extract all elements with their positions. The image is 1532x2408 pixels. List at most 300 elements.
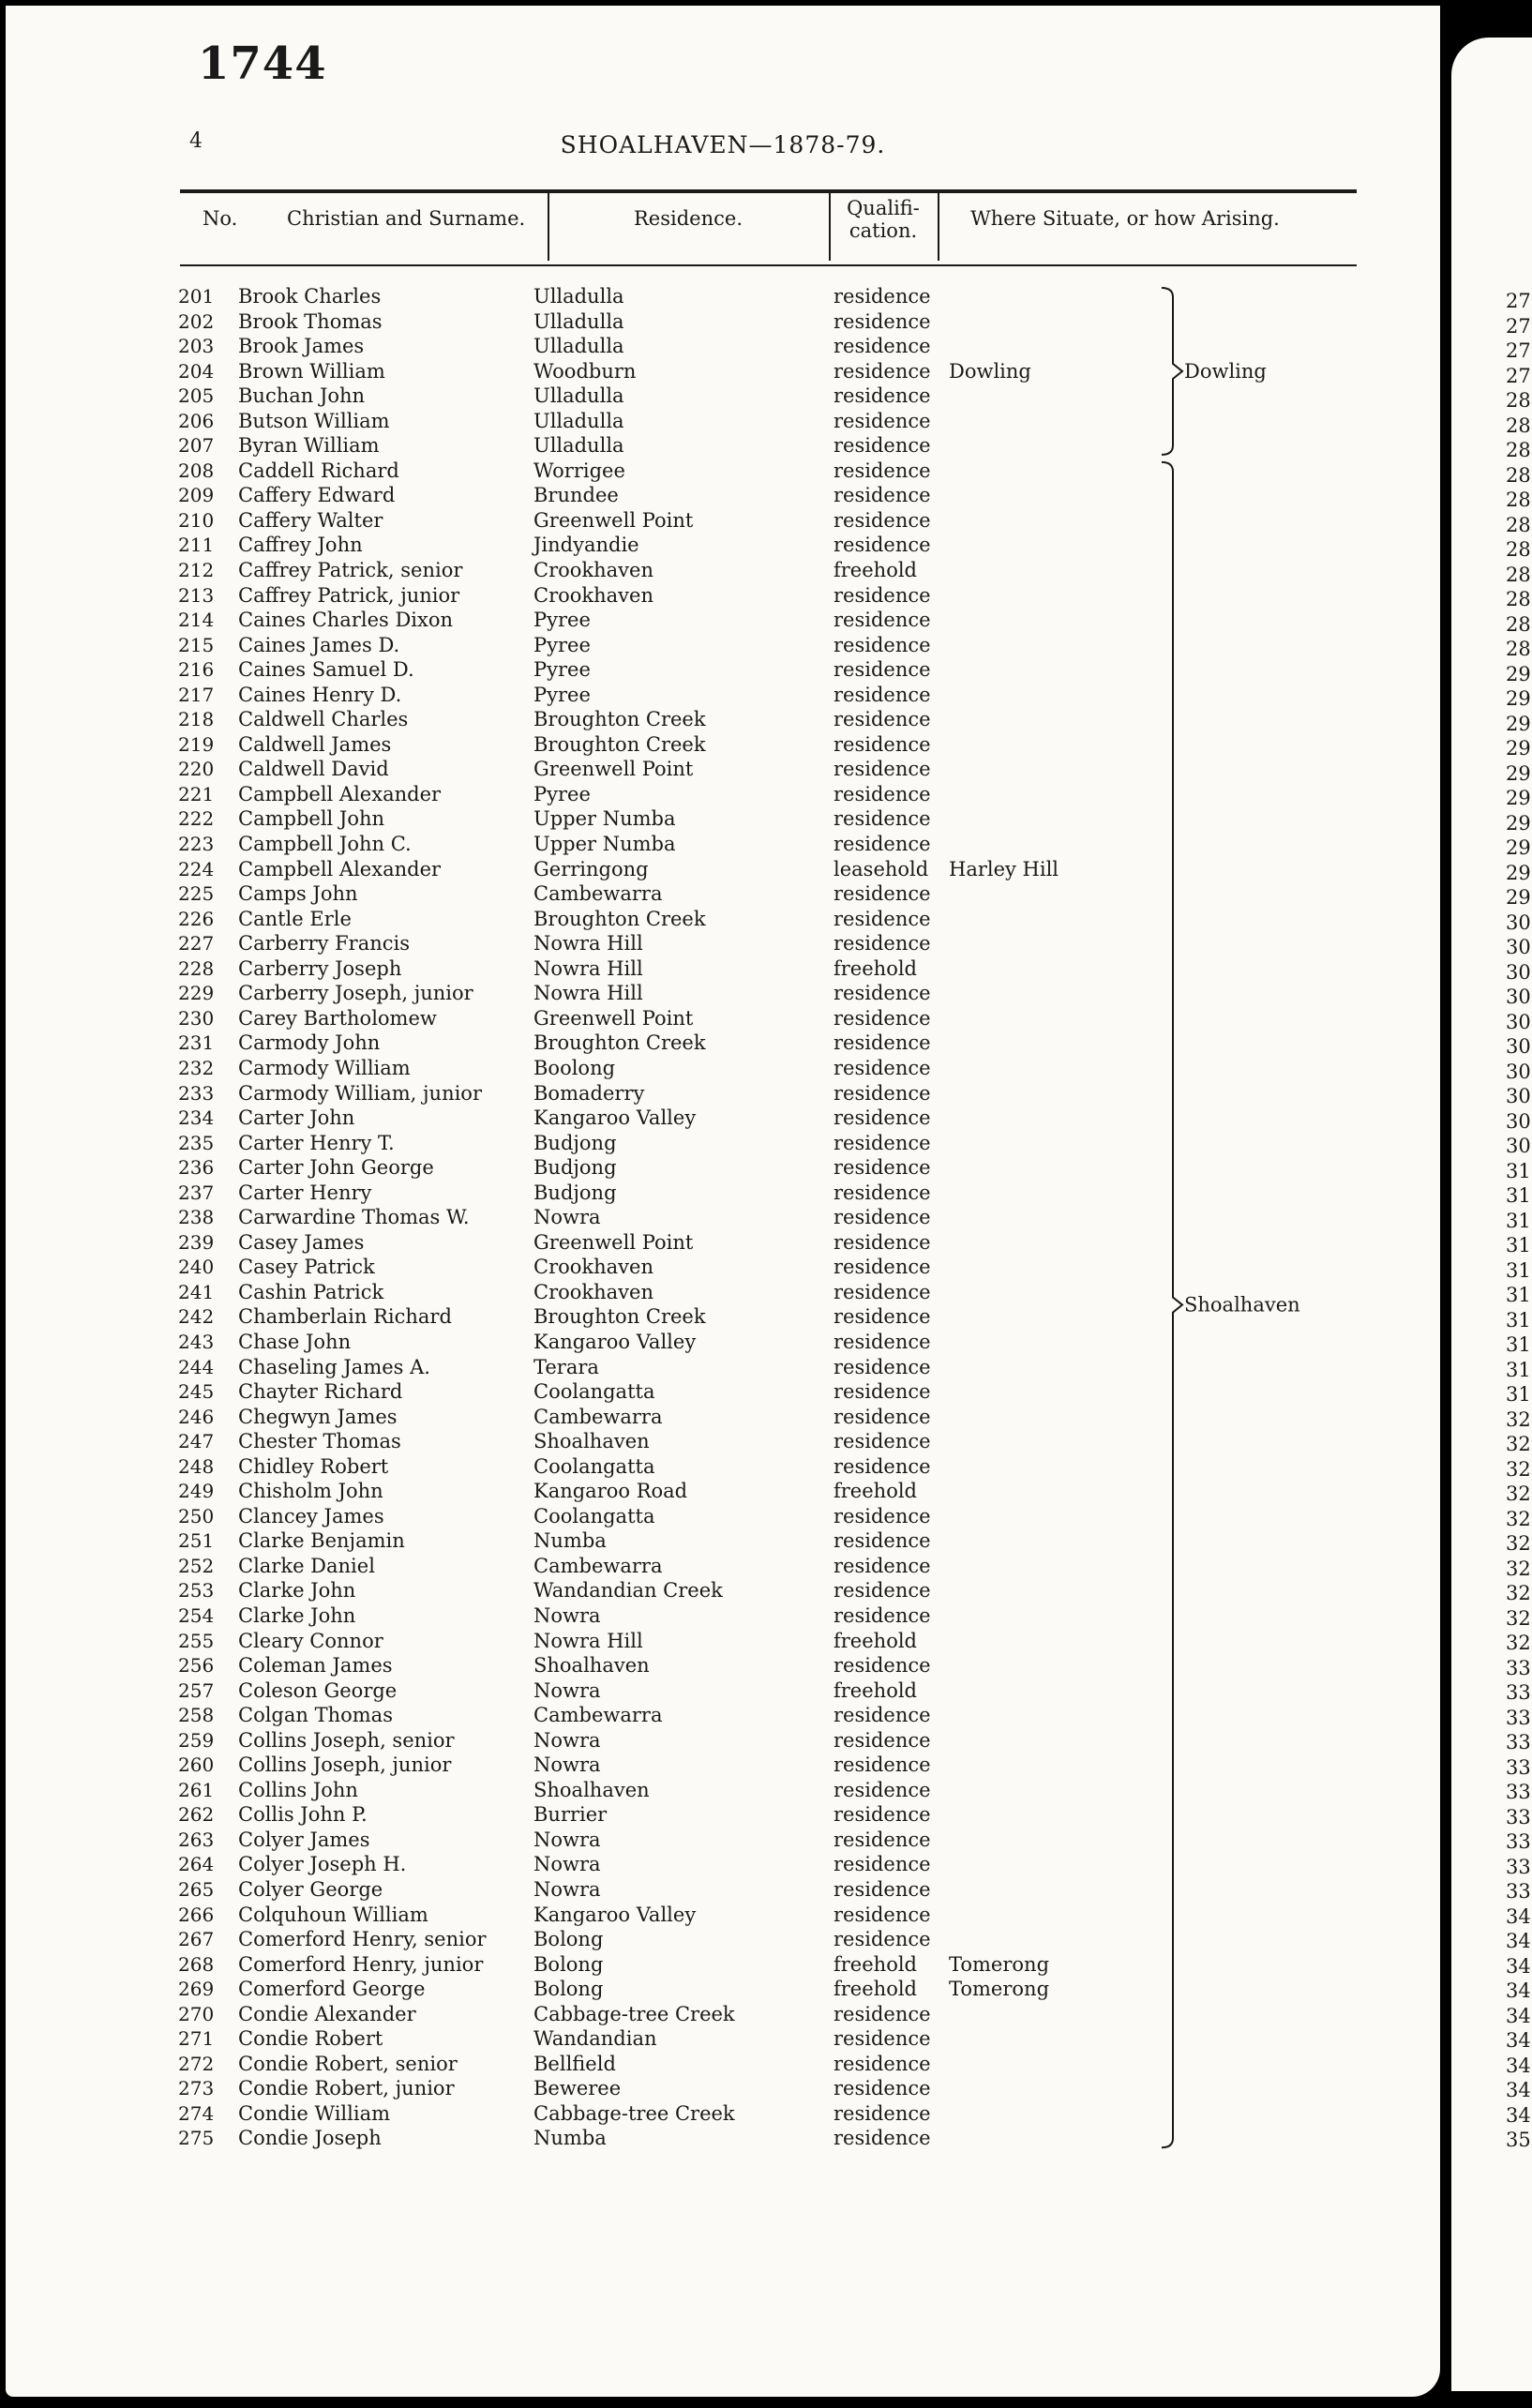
- elector-residence: Terara: [533, 1355, 599, 1378]
- elector-residence: Coolangatta: [533, 1454, 655, 1478]
- entry-number: 214: [178, 609, 215, 632]
- entry-number: 258: [178, 1704, 215, 1727]
- elector-residence: Shoalhaven: [533, 1778, 650, 1801]
- elector-qualification: residence: [834, 833, 931, 856]
- table-row: [6, 1081, 1440, 1106]
- adjacent-page-number: 28: [1506, 414, 1531, 437]
- elector-qualification: residence: [834, 1430, 931, 1453]
- header-bottom-rule: [180, 264, 1357, 266]
- adjacent-page-number: 31: [1506, 1159, 1531, 1182]
- elector-name: Campbell Alexander: [238, 857, 442, 880]
- elector-name: Chayter Richard: [238, 1380, 403, 1404]
- elector-name: Colyer James: [238, 1828, 370, 1851]
- entry-number: 251: [178, 1529, 215, 1553]
- elector-qualification: residence: [834, 1006, 931, 1030]
- adjacent-page-number: 30: [1506, 960, 1531, 984]
- entry-number: 272: [178, 2052, 215, 2075]
- entry-number: 254: [178, 1603, 215, 1627]
- entry-number: 273: [178, 2077, 215, 2100]
- entry-number: 238: [178, 1206, 215, 1229]
- elector-qualification: residence: [834, 2052, 931, 2075]
- entry-number: 222: [178, 807, 215, 831]
- entry-number: 255: [178, 1629, 215, 1652]
- table-row: [6, 1155, 1440, 1181]
- table-row: [6, 2076, 1440, 2101]
- elector-name: Colyer George: [238, 1878, 383, 1901]
- elector-qualification: freehold: [834, 956, 917, 980]
- elector-qualification: residence: [834, 633, 931, 656]
- adjacent-page-number: 30: [1506, 936, 1531, 958]
- table-row: [6, 981, 1440, 1006]
- elector-qualification: residence: [834, 1230, 931, 1254]
- table-row: [6, 1429, 1440, 1454]
- entry-number: 261: [178, 1778, 215, 1801]
- elector-qualification: residence: [834, 484, 931, 507]
- table-row: [6, 1454, 1440, 1480]
- adjacent-page-number: 33: [1506, 1781, 1531, 1803]
- adjacent-page-number: 30: [1506, 1035, 1531, 1058]
- table-row: [6, 1106, 1440, 1131]
- elector-residence: Burrier: [533, 1803, 608, 1827]
- elector-qualification: residence: [834, 1704, 931, 1727]
- adjacent-page-number: 29: [1506, 787, 1531, 809]
- elector-qualification: residence: [834, 782, 931, 805]
- elector-residence: Pyree: [533, 658, 591, 682]
- entry-number: 211: [178, 534, 215, 557]
- elector-qualification: residence: [834, 982, 931, 1005]
- table-row: [6, 1131, 1440, 1156]
- adjacent-page-number: 29: [1506, 811, 1531, 835]
- elector-name: Caldwell David: [238, 758, 389, 781]
- elector-qualification: residence: [834, 2127, 931, 2150]
- bracket-label: Dowling: [1184, 359, 1267, 383]
- elector-residence: Woodburn: [533, 359, 637, 383]
- entry-number: 274: [178, 2101, 215, 2125]
- adjacent-page-number: 31: [1506, 1234, 1531, 1257]
- entry-number: 218: [178, 708, 215, 731]
- entry-number: 252: [178, 1554, 215, 1577]
- elector-residence: Bolong: [533, 1978, 604, 2001]
- elector-residence: Greenwell Point: [533, 1006, 694, 1030]
- elector-name: Brook Charles: [238, 285, 382, 308]
- elector-qualification: residence: [834, 434, 931, 458]
- entry-number: 253: [178, 1579, 215, 1603]
- elector-name: Condie Alexander: [238, 2002, 416, 2025]
- table-row: [6, 881, 1440, 907]
- adjacent-page-number: 33: [1506, 1755, 1531, 1779]
- table-row: [6, 657, 1440, 683]
- adjacent-page-number: 31: [1506, 1184, 1531, 1207]
- adjacent-page-number: 28: [1506, 463, 1531, 487]
- table-row: [6, 1504, 1440, 1529]
- elector-qualification: residence: [834, 1828, 931, 1851]
- elector-name: Cantle Erle: [238, 907, 352, 930]
- elector-residence: Beweree: [533, 2077, 622, 2100]
- elector-residence: Cambewarra: [533, 1405, 663, 1428]
- table-row: [6, 433, 1440, 459]
- elector-residence: Ulladulla: [533, 384, 624, 408]
- table-row: [6, 558, 1440, 583]
- table-row: [6, 782, 1440, 807]
- elector-residence: Greenwell Point: [533, 508, 694, 532]
- header-where: Where Situate, or how Arising.: [970, 207, 1280, 230]
- table-row: [6, 1778, 1440, 1803]
- elector-name: Carmody William: [238, 1056, 411, 1079]
- elector-qualification: residence: [834, 1031, 931, 1055]
- elector-name: Comerford Henry, senior: [238, 1928, 487, 1951]
- table-row: [6, 1230, 1440, 1256]
- elector-residence: Bolong: [533, 1928, 604, 1951]
- adjacent-page-number: 35: [1506, 2129, 1531, 2151]
- table-row: [6, 2126, 1440, 2151]
- elector-name: Casey Patrick: [238, 1256, 375, 1279]
- elector-qualification: residence: [834, 932, 931, 956]
- elector-qualification: residence: [834, 1654, 931, 1678]
- elector-name: Coleman James: [238, 1654, 393, 1678]
- elector-residence: Wandandian Creek: [533, 1579, 723, 1603]
- elector-name: Brook Thomas: [238, 309, 383, 333]
- adjacent-page-edge: [1451, 38, 1532, 2391]
- elector-residence: Worrigee: [533, 459, 625, 482]
- adjacent-page-number: 33: [1506, 1880, 1531, 1903]
- adjacent-page-number: 28: [1506, 612, 1531, 636]
- elector-name: Clarke John: [238, 1603, 356, 1627]
- table-row: [6, 1255, 1440, 1280]
- elector-name: Chamberlain Richard: [238, 1305, 452, 1329]
- entry-number: 227: [178, 932, 215, 956]
- table-row: [6, 1678, 1440, 1704]
- elector-residence: Cambewarra: [533, 1704, 663, 1727]
- entry-number: 248: [178, 1454, 215, 1478]
- adjacent-page-number: 28: [1506, 489, 1531, 511]
- elector-residence: Ulladulla: [533, 434, 624, 458]
- entry-number: 231: [178, 1031, 215, 1055]
- adjacent-page-number: 32: [1506, 1532, 1531, 1555]
- entry-number: 219: [178, 732, 215, 756]
- elector-residence: Coolangatta: [533, 1504, 655, 1528]
- table-row: [6, 1280, 1440, 1305]
- elector-qualification: residence: [834, 1256, 931, 1279]
- adjacent-page-number: 27: [1506, 364, 1531, 387]
- elector-residence: Ulladulla: [533, 285, 624, 308]
- adjacent-page-number: 29: [1506, 712, 1531, 735]
- table-row: [6, 857, 1440, 882]
- elector-residence: Greenwell Point: [533, 1230, 694, 1254]
- table-row: [6, 583, 1440, 609]
- table-row: [6, 1528, 1440, 1554]
- entry-number: 235: [178, 1131, 215, 1154]
- elector-residence: Numba: [533, 1529, 607, 1553]
- elector-qualification: residence: [834, 882, 931, 906]
- elector-name: Caffrey John: [238, 534, 363, 557]
- entry-number: 232: [178, 1056, 215, 1079]
- entry-number: 270: [178, 2002, 215, 2025]
- adjacent-page-number: 30: [1506, 1010, 1531, 1033]
- elector-residence: Coolangatta: [533, 1380, 655, 1404]
- adjacent-page-number: 30: [1506, 1135, 1531, 1157]
- adjacent-page-number: 33: [1506, 1656, 1531, 1679]
- entry-number: 205: [178, 384, 215, 408]
- elector-name: Chase John: [238, 1330, 352, 1353]
- elector-residence: Nowra: [533, 1206, 601, 1229]
- elector-qualification: freehold: [834, 1978, 917, 2001]
- elector-qualification: freehold: [834, 1480, 917, 1503]
- table-row: [6, 1181, 1440, 1206]
- elector-name: Brook James: [238, 335, 365, 358]
- adjacent-page-number: 29: [1506, 836, 1531, 859]
- elector-name: Collins John: [238, 1778, 358, 1801]
- elector-qualification: residence: [834, 1405, 931, 1428]
- table-row: [6, 757, 1440, 782]
- entry-number: 262: [178, 1803, 215, 1827]
- elector-name: Chester Thomas: [238, 1430, 401, 1453]
- elector-qualification: residence: [834, 1280, 931, 1303]
- entry-number: 240: [178, 1256, 215, 1279]
- entry-number: 250: [178, 1504, 215, 1528]
- elector-name: Comerford George: [238, 1978, 426, 2001]
- elector-qualification: residence: [834, 2101, 931, 2125]
- table-row: [6, 1006, 1440, 1031]
- adjacent-page-number: 32: [1506, 1606, 1531, 1630]
- running-title: SHOALHAVEN—1878-79.: [560, 131, 886, 158]
- elector-name: Caldwell Charles: [238, 708, 409, 731]
- elector-name: Caines James D.: [238, 633, 400, 656]
- table-row: [6, 1379, 1440, 1405]
- entry-number: 257: [178, 1678, 215, 1702]
- table-row: [6, 1852, 1440, 1877]
- elector-name: Clarke John: [238, 1579, 356, 1603]
- table-row: [6, 1603, 1440, 1629]
- entry-number: 210: [178, 508, 215, 532]
- elector-residence: Broughton Creek: [533, 1305, 706, 1329]
- entry-number: 213: [178, 583, 215, 607]
- entry-number: 226: [178, 907, 215, 930]
- elector-name: Carter Henry: [238, 1181, 372, 1204]
- table-row: [6, 1728, 1440, 1753]
- adjacent-page-number: 33: [1506, 1681, 1531, 1704]
- elector-residence: Shoalhaven: [533, 1430, 650, 1453]
- elector-name: Caldwell James: [238, 732, 392, 756]
- table-row: [6, 732, 1440, 758]
- adjacent-page-number: 29: [1506, 761, 1531, 785]
- adjacent-page-number: 28: [1506, 538, 1531, 561]
- table-row: [6, 683, 1440, 708]
- elector-residence: Broughton Creek: [533, 1031, 706, 1055]
- elector-qualification: residence: [834, 807, 931, 831]
- elector-name: Chidley Robert: [238, 1454, 389, 1478]
- elector-residence: Broughton Creek: [533, 907, 706, 930]
- table-row: [6, 1828, 1440, 1853]
- entry-number: 249: [178, 1480, 215, 1503]
- elector-name: Caines Henry D.: [238, 683, 402, 706]
- entry-number: 237: [178, 1181, 215, 1204]
- elector-residence: Ulladulla: [533, 409, 624, 432]
- adjacent-page-number: 32: [1506, 1407, 1531, 1431]
- elector-qualification: leasehold: [834, 857, 929, 880]
- table-row: [6, 1554, 1440, 1579]
- adjacent-page-number: 34: [1506, 2103, 1531, 2127]
- elector-residence: Gerringong: [533, 857, 649, 880]
- adjacent-page-number: 29: [1506, 886, 1531, 909]
- elector-residence: Cabbage-tree Creek: [533, 2002, 735, 2025]
- table-row: [6, 1330, 1440, 1355]
- entry-number: 229: [178, 982, 215, 1005]
- table-row: [6, 1802, 1440, 1828]
- elector-residence: Nowra: [533, 1728, 601, 1752]
- elector-residence: Budjong: [533, 1131, 617, 1154]
- elector-residence: Kangaroo Valley: [533, 1106, 697, 1130]
- elector-qualification: residence: [834, 1504, 931, 1528]
- elector-qualification: residence: [834, 459, 931, 482]
- elector-residence: Nowra Hill: [533, 956, 643, 980]
- entry-number: 264: [178, 1853, 215, 1876]
- adjacent-page-number: 33: [1506, 1731, 1531, 1753]
- elector-name: Buchan John: [238, 384, 366, 408]
- entry-number: 212: [178, 559, 215, 582]
- elector-qualification: freehold: [834, 559, 917, 582]
- entry-number: 259: [178, 1728, 215, 1752]
- header-no: No.: [203, 207, 238, 230]
- elector-name: Carberry Francis: [238, 932, 411, 956]
- elector-residence: Crookhaven: [533, 559, 653, 582]
- table-row: [6, 1877, 1440, 1903]
- elector-list: [6, 284, 1440, 2151]
- adjacent-page-number: 31: [1506, 1284, 1531, 1306]
- table-row: [6, 2002, 1440, 2027]
- entry-number: 265: [178, 1878, 215, 1901]
- elector-residence: Upper Numba: [533, 807, 676, 831]
- adjacent-page-number: 30: [1506, 1060, 1531, 1083]
- elector-qualification: residence: [834, 1131, 931, 1154]
- entry-number: 266: [178, 1903, 215, 1926]
- adjacent-page-number: 29: [1506, 687, 1531, 710]
- table-row: [6, 459, 1440, 484]
- elector-name: Collis John P.: [238, 1803, 368, 1827]
- adjacent-page-number: 29: [1506, 861, 1531, 884]
- entry-number: 202: [178, 309, 215, 333]
- elector-residence: Nowra Hill: [533, 932, 643, 956]
- elector-name: Coleson George: [238, 1678, 398, 1702]
- elector-qualification: residence: [834, 508, 931, 532]
- elector-qualification: residence: [834, 1081, 931, 1105]
- elector-qualification: residence: [834, 1753, 931, 1777]
- table-row: [6, 633, 1440, 658]
- entry-number: 271: [178, 2027, 215, 2051]
- elector-qualification: residence: [834, 758, 931, 781]
- elector-name: Condie Joseph: [238, 2127, 382, 2150]
- elector-name: Casey James: [238, 1230, 365, 1254]
- entry-number: 236: [178, 1156, 215, 1180]
- adjacent-page-number: 33: [1506, 1855, 1531, 1878]
- entry-number: 243: [178, 1330, 215, 1353]
- table-row: [6, 1355, 1440, 1380]
- table-row: [6, 1703, 1440, 1728]
- table-row: [6, 608, 1440, 633]
- adjacent-page-number: 30: [1506, 986, 1531, 1008]
- elector-qualification: residence: [834, 609, 931, 632]
- table-row: [6, 907, 1440, 932]
- adjacent-page-number: 27: [1506, 339, 1531, 362]
- elector-where-situate: Tomerong: [949, 1952, 1050, 1976]
- elector-qualification: residence: [834, 409, 931, 432]
- table-row: [6, 284, 1440, 309]
- elector-qualification: residence: [834, 1878, 931, 1901]
- adjacent-page-numbers: [1506, 289, 1531, 2153]
- entry-number: 241: [178, 1280, 215, 1303]
- adjacent-page-number: 34: [1506, 1904, 1531, 1928]
- adjacent-page-number: 33: [1506, 1830, 1531, 1853]
- elector-qualification: residence: [834, 1903, 931, 1926]
- header-residence: Residence.: [634, 207, 743, 230]
- register-page: [6, 6, 1440, 2397]
- elector-name: Chaseling James A.: [238, 1355, 430, 1378]
- elector-name: Cashin Patrick: [238, 1280, 384, 1303]
- adjacent-page-number: 28: [1506, 513, 1531, 536]
- elector-residence: Pyree: [533, 782, 591, 805]
- elector-name: Carter John George: [238, 1156, 434, 1180]
- table-row: [6, 1952, 1440, 1978]
- entry-number: 225: [178, 882, 215, 906]
- elector-name: Condie Robert, senior: [238, 2052, 458, 2075]
- elector-residence: Greenwell Point: [533, 758, 694, 781]
- table-row: [6, 1479, 1440, 1504]
- bracket-label: Shoalhaven: [1184, 1293, 1300, 1317]
- entry-number: 228: [178, 956, 215, 980]
- header-qualification: Qualifi- cation.: [847, 197, 920, 242]
- adjacent-page-number: 33: [1506, 1805, 1531, 1829]
- elector-name: Carberry Joseph: [238, 956, 402, 980]
- table-row: [6, 533, 1440, 558]
- elector-residence: Upper Numba: [533, 833, 676, 856]
- entry-number: 201: [178, 285, 215, 308]
- table-row: [6, 359, 1440, 384]
- header-name: Christian and Surname.: [287, 207, 526, 230]
- header-top-rule: [180, 189, 1357, 193]
- adjacent-page-number: 28: [1506, 563, 1531, 586]
- elector-residence: Nowra Hill: [533, 982, 643, 1005]
- elector-residence: Nowra: [533, 1603, 601, 1627]
- elector-residence: Nowra: [533, 1828, 601, 1851]
- adjacent-page-number: 32: [1506, 1632, 1531, 1654]
- adjacent-page-number: 32: [1506, 1457, 1531, 1481]
- table-row: [6, 1629, 1440, 1654]
- adjacent-page-number: 34: [1506, 2029, 1531, 2052]
- elector-residence: Broughton Creek: [533, 708, 706, 731]
- entry-number: 204: [178, 359, 215, 383]
- elector-qualification: residence: [834, 1554, 931, 1577]
- table-row: [6, 1031, 1440, 1056]
- elector-qualification: residence: [834, 1206, 931, 1229]
- elector-name: Clarke Daniel: [238, 1554, 375, 1577]
- table-row: [6, 1927, 1440, 1952]
- elector-qualification: residence: [834, 1603, 931, 1627]
- adjacent-page-number: 28: [1506, 638, 1531, 660]
- elector-qualification: residence: [834, 2002, 931, 2025]
- elector-residence: Crookhaven: [533, 1280, 653, 1303]
- elector-residence: Budjong: [533, 1156, 617, 1180]
- elector-qualification: residence: [834, 1728, 931, 1752]
- elector-qualification: freehold: [834, 1678, 917, 1702]
- adjacent-page-number: 32: [1506, 1507, 1531, 1530]
- elector-name: Carey Bartholomew: [238, 1006, 437, 1030]
- elector-residence: Bomaderry: [533, 1081, 645, 1105]
- table-row: [6, 2101, 1440, 2127]
- elector-qualification: residence: [834, 1056, 931, 1079]
- elector-qualification: residence: [834, 683, 931, 706]
- entry-number: 221: [178, 782, 215, 805]
- elector-residence: Wandandian: [533, 2027, 657, 2051]
- elector-residence: Nowra: [533, 1853, 601, 1876]
